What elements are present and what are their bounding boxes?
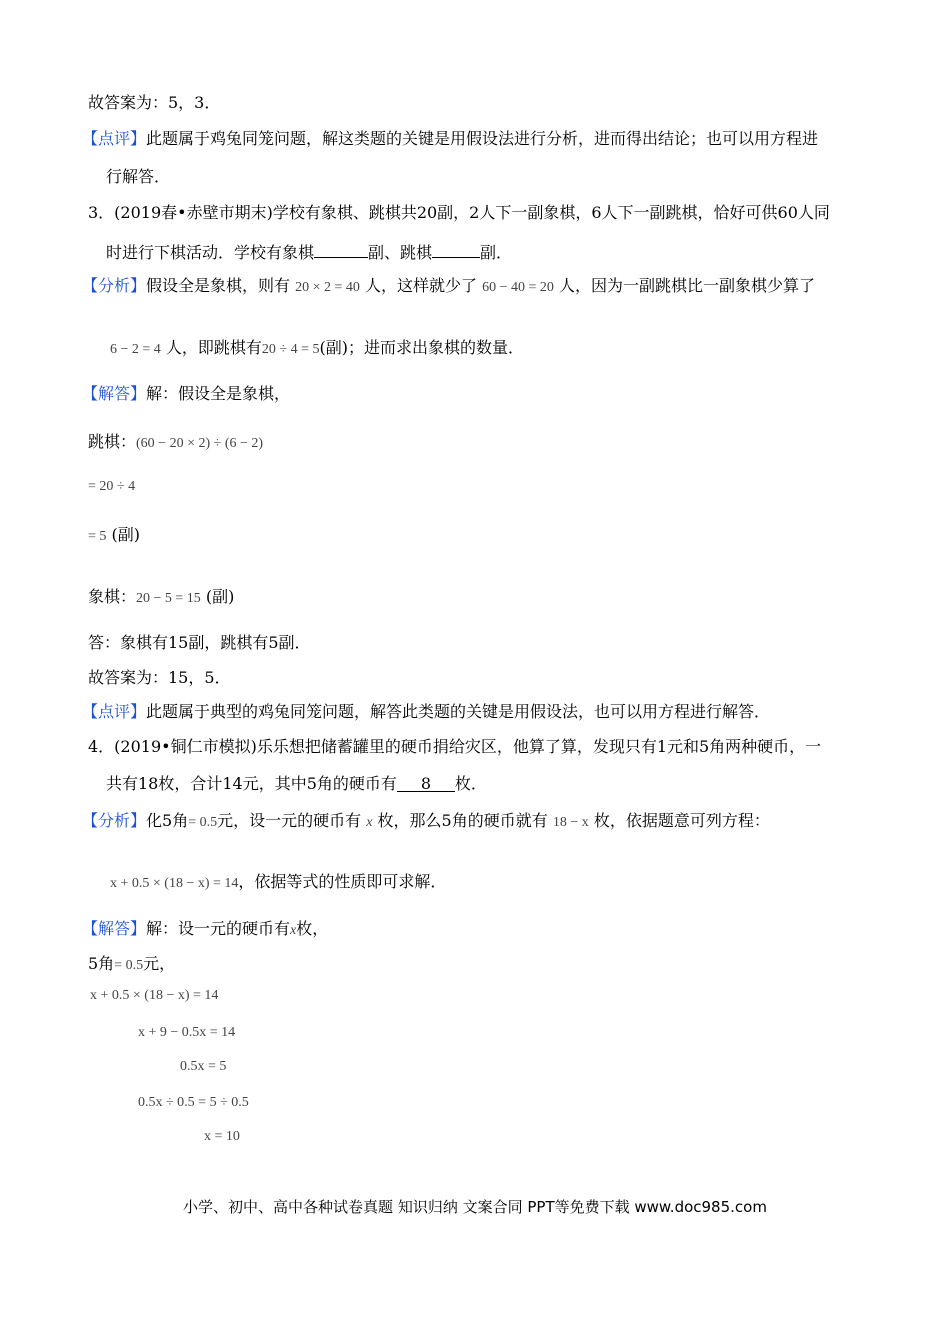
checkers-step-2: = 5 (副) [88,525,140,544]
solution-tag: 【解答】 [82,384,147,403]
final-answer: 故答案为：15，5． [88,668,231,687]
analysis-line-4: 【分析】化5角= 0.5元，设一元的硬币有 x 枚，那么5角的硬币就有 18 − x 枚，依据题意可列方程： [82,811,770,830]
question-4-line-2: 共有18枚，合计14元，其中5角的硬币有 8 枚． [106,774,487,793]
equation-1: x + 0.5 × (18 − x) = 14 [90,988,219,1003]
conversion-line: 5角= 0.5元， [88,954,176,973]
analysis-tag: 【分析】 [82,276,147,295]
analysis-tag: 【分析】 [82,811,147,830]
comment-line: 【点评】此题属于鸡兔同笼问题，解这类题的关键是用假设法进行分析，进而得出结论；也可以用方程进 [82,129,819,148]
question-4-line-1: 4．(2019•铜仁市模拟)乐乐想把储蓄罐里的硬币捐给灾区，他算了算，发现只有1元和5角两种硬币，一 [88,737,822,756]
equation-5: x = 10 [204,1129,240,1144]
checkers-calc: 跳棋：(60 − 20 × 2) ÷ (6 − 2) [88,432,264,451]
equation-4: 0.5x ÷ 0.5 = 5 ÷ 0.5 [138,1095,249,1110]
blank-2 [432,239,480,258]
answer-blank: 8 [397,773,455,792]
comment-tag: 【点评】 [82,702,147,721]
equation-2: x + 9 − 0.5x = 14 [138,1025,236,1040]
solution-line: 【解答】解：假设全是象棋， [82,384,291,403]
question-3-line-1: 3．(2019春•赤壁市期末)学校有象棋、跳棋共20副，2人下一副象棋，6人下一副跳棋，恰好可供60人同 [88,203,830,222]
comment-line-2: 行解答． [106,167,171,186]
page-footer: 小学、初中、高中各种试卷真题 知识归纳 文案合同 PPT等免费下载 www.doc985.com [183,1198,767,1216]
analysis-line: 【分析】假设全是象棋，则有 20 × 2 = 40 人，这样就少了 60 − 40 = 20 人，因为一副跳棋比一副象棋少算了 [82,276,816,295]
question-3-line-2: 时进行下棋活动．学校有象棋 副、跳棋 副． [106,239,512,264]
blank-1 [314,239,368,258]
chess-calc: 象棋：20 − 5 = 15 (副) [88,587,235,606]
solution-line-4: 【解答】解：设一元的硬币有x枚， [82,919,329,938]
checkers-step-1: = 20 ÷ 4 [88,479,136,494]
answer-statement: 答：象棋有15副，跳棋有5副． [88,633,311,652]
answer-line: 故答案为：5，3． [88,93,221,112]
comment-tag: 【点评】 [82,129,147,148]
analysis-equation: x + 0.5 × (18 − x) = 14，依据等式的性质即可求解． [110,872,447,891]
comment-line-3: 【点评】此题属于典型的鸡兔同笼问题，解答此类题的关键是用假设法，也可以用方程进行解答． [82,702,771,721]
analysis-line-2: 6 − 2 = 4 人，即跳棋有20 ÷ 4 = 5(副)；进而求出象棋的数量． [110,338,524,357]
equation-3: 0.5x = 5 [180,1059,227,1074]
solution-tag: 【解答】 [82,919,147,938]
